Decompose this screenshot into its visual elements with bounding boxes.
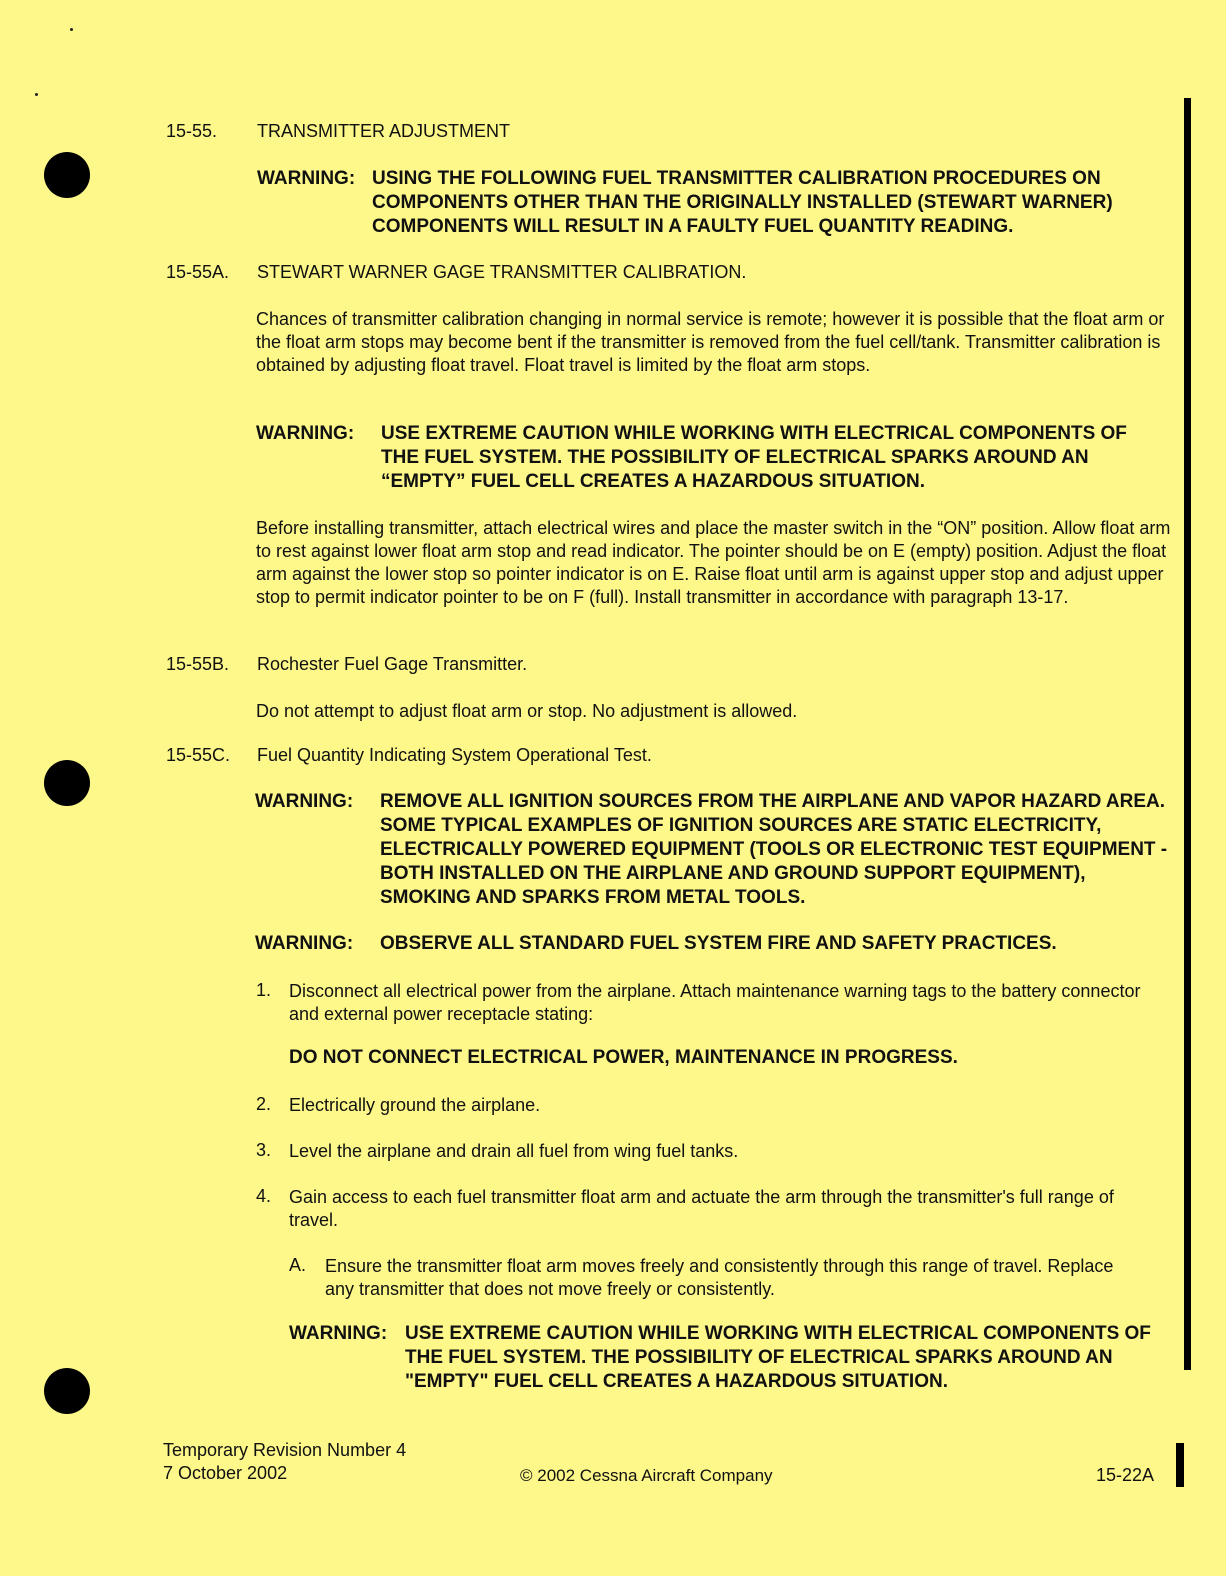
binder-hole-middle	[44, 760, 90, 806]
warning-block	[255, 790, 1180, 912]
warning-label: WARNING:	[289, 1323, 388, 1344]
step-text: Disconnect all electrical power from the airplane. Attach maintenance warning tags to the battery connector and external power receptacle stating:	[289, 981, 1141, 1024]
speck	[35, 93, 38, 96]
warning-label: WARNING:	[255, 791, 354, 812]
footer-date: 7 October 2002	[163, 1463, 288, 1483]
body-paragraph: Before installing transmitter, attach electrical wires and place the master switch in the “ON” position. Allow float arm to rest against lower float arm stop and read indicator. The pointer should be on E (empty) position. Adjust the float arm against the lower stop so pointer indicator is on E. Raise float until arm is against upper stop and adjust upper stop to permit indicator pointer to be on F (full). Install transmitter in accordance with paragraph 13-17.	[256, 518, 1171, 607]
tag-notice: DO NOT CONNECT ELECTRICAL POWER, MAINTENANCE IN PROGRESS.	[289, 1047, 958, 1068]
section-number: 15-55A.	[166, 262, 230, 282]
warning-text: USE EXTREME CAUTION WHILE WORKING WITH ELECTRICAL COMPONENTS OF THE FUEL SYSTEM. THE POSSIBILITY OF ELECTRICAL SPARKS AROUND AN “EMPTY” FUEL CELL CREATES A HAZARDOUS SITUATION.	[381, 423, 1127, 492]
warning-label: WARNING:	[257, 168, 356, 189]
speck	[70, 28, 73, 31]
warning-label: WARNING:	[256, 423, 355, 444]
body-paragraph: Chances of transmitter calibration changing in normal service is remote; however it is possible that the float arm or the float arm stops may become bent if the transmitter is removed from the fuel cell/tank. Transmitter calibration is obtained by adjusting float travel. Float travel is limited by the float arm stops.	[256, 309, 1165, 375]
section-title: Rochester Fuel Gage Transmitter.	[257, 654, 528, 674]
step-number: 4.	[256, 1186, 272, 1206]
step-number: 3.	[256, 1140, 272, 1160]
binder-hole-top	[44, 152, 90, 198]
section-number: 15-55B.	[166, 654, 230, 674]
step-text: Electrically ground the airplane.	[289, 1095, 541, 1115]
warning-label: WARNING:	[255, 933, 354, 954]
step-number: 1.	[256, 980, 272, 1000]
change-bar	[1184, 98, 1191, 1370]
warning-block	[255, 932, 1180, 958]
warning-block	[289, 1322, 1179, 1396]
warning-text: OBSERVE ALL STANDARD FUEL SYSTEM FIRE AND SAFETY PRACTICES.	[380, 933, 1057, 954]
change-bar-footer	[1176, 1443, 1184, 1487]
body-paragraph: Do not attempt to adjust float arm or stop. No adjustment is allowed.	[256, 701, 798, 721]
section-number: 15-55.	[166, 121, 218, 141]
binder-hole-bottom	[44, 1368, 90, 1414]
footer-revision: Temporary Revision Number 4	[163, 1440, 407, 1460]
section-title: TRANSMITTER ADJUSTMENT	[257, 121, 511, 141]
warning-text: USE EXTREME CAUTION WHILE WORKING WITH ELECTRICAL COMPONENTS OF THE FUEL SYSTEM. THE POSSIBILITY OF ELECTRICAL SPARKS AROUND AN "EMPTY" FUEL CELL CREATES A HAZARDOUS SITUATION.	[405, 1323, 1151, 1392]
step-number: 2.	[256, 1094, 272, 1114]
step-text: Level the airplane and drain all fuel from wing fuel tanks.	[289, 1141, 739, 1161]
footer-copyright: © 2002 Cessna Aircraft Company	[520, 1466, 773, 1485]
section-title: Fuel Quantity Indicating System Operational Test.	[257, 745, 652, 765]
substep-text: Ensure the transmitter float arm moves freely and consistently through this range of travel. Replace any transmitter that does not move freely or consistently.	[325, 1256, 1114, 1299]
step-text: Gain access to each fuel transmitter float arm and actuate the arm through the transmitter's full range of travel.	[289, 1187, 1114, 1230]
footer-page-number: 15-22A	[1096, 1465, 1155, 1485]
warning-text: REMOVE ALL IGNITION SOURCES FROM THE AIRPLANE AND VAPOR HAZARD AREA. SOME TYPICAL EXAMPLES OF IGNITION SOURCES ARE STATIC ELECTRICITY, ELECTRICALLY POWERED EQUIPMENT (TOOLS OR ELECTRONIC TEST EQUIPMENT - BOTH INSTALLED ON THE AIRPLANE AND GROUND SUPPORT EQUIPMENT), SMOKING AND SPARKS FROM METAL TOOLS.	[380, 791, 1168, 908]
substep-letter: A.	[289, 1255, 307, 1275]
section-title: STEWART WARNER GAGE TRANSMITTER CALIBRATION.	[257, 262, 747, 282]
section-number: 15-55C.	[166, 745, 231, 765]
warning-block	[257, 167, 1177, 241]
warning-text: USING THE FOLLOWING FUEL TRANSMITTER CALIBRATION PROCEDURES ON COMPONENTS OTHER THAN THE ORIGINALLY INSTALLED (STEWART WARNER) COMPONENTS WILL RESULT IN A FAULTY FUEL QUANTITY READING.	[372, 168, 1113, 237]
warning-block	[256, 422, 1156, 496]
